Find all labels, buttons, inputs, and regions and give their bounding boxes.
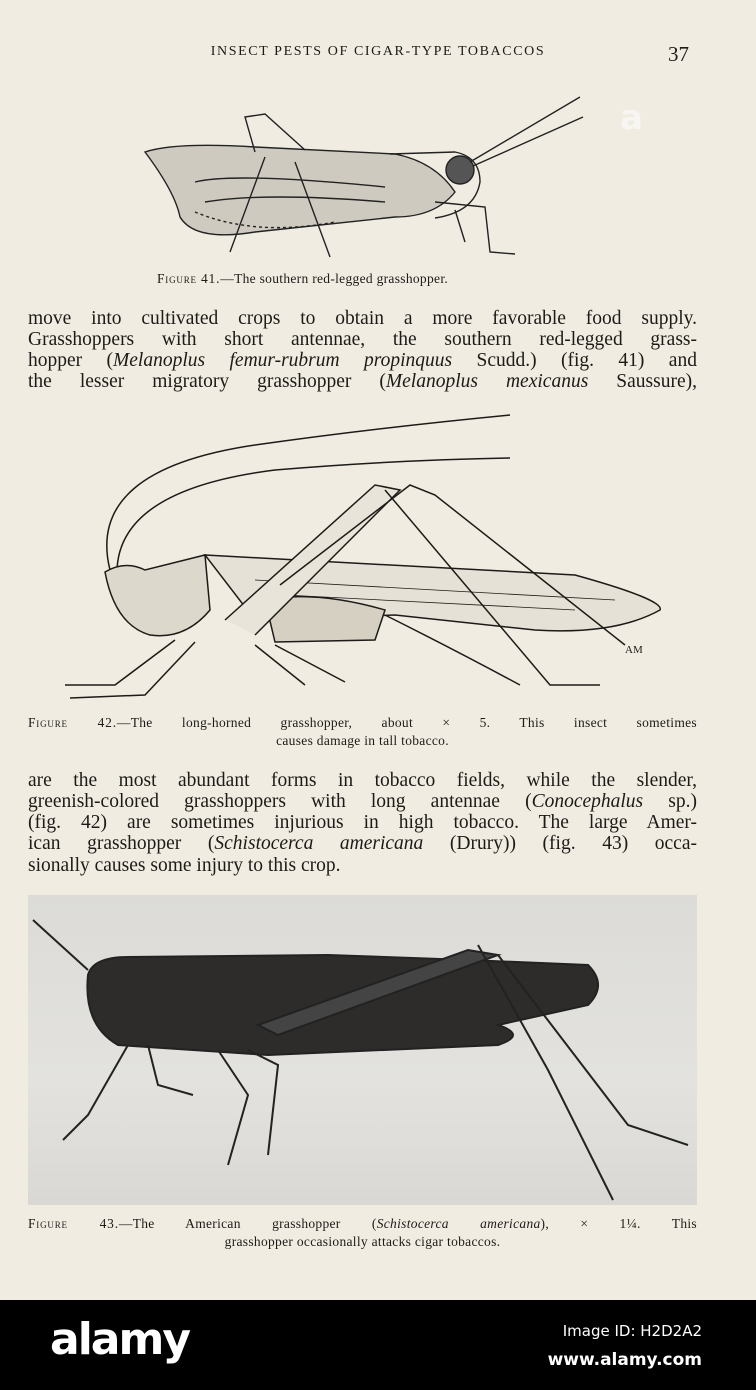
text-segment: Grasshoppers with short antennae, the southern red-legged grass-: [28, 329, 697, 350]
text-segment: —The southern red-legged grasshopper.: [220, 271, 449, 286]
figure-43-photograph: [28, 895, 697, 1205]
italic-text: Schistocerca americana: [376, 1216, 541, 1231]
text-segment: grasshopper occasionally attacks cigar tobaccos.: [224, 1234, 501, 1249]
text-segment: (fig. 42) are sometimes injurious in high tobacco. The large Amer-: [28, 812, 697, 833]
stock-footer-bar: [0, 1300, 756, 1390]
text-segment: —The long-horned grasshopper, about × 5. This insect sometimes: [116, 715, 697, 730]
italic-text: Melanoplus mexicanus: [385, 371, 589, 392]
text-segment: Scudd.) (fig. 41) and: [452, 350, 697, 371]
text-segment: Figure 43.: [28, 1216, 119, 1231]
body-line: [28, 833, 697, 854]
italic-text: Melanoplus femur-rubrum propinquus: [113, 350, 453, 371]
figure-41-grasshopper-drawing: [135, 92, 595, 262]
site-url: www.alamy.com: [547, 1350, 702, 1370]
italic-text: Conocephalus: [531, 791, 644, 812]
alamy-logo: alamy: [50, 1314, 189, 1365]
body-line: [28, 329, 697, 350]
text-segment: Saussure),: [588, 371, 697, 392]
body-line: [28, 770, 697, 791]
text-segment: Figure 42.: [28, 715, 117, 730]
text-segment: sionally causes some injury to this crop.: [28, 855, 341, 876]
text-segment: the lesser migratory grasshopper (: [28, 371, 386, 392]
text-segment: sp.): [643, 791, 697, 812]
body-line: [28, 350, 697, 371]
text-segment: greenish-colored grasshoppers with long antennae (: [28, 791, 532, 812]
figure-42-long-horned-grasshopper-drawing: [55, 410, 670, 705]
text-segment: hopper (: [28, 350, 114, 371]
figure-42-caption: [28, 714, 697, 750]
italic-text: Schistocerca americana: [214, 833, 424, 854]
artist-initials: AM: [625, 644, 643, 656]
text-segment: —The American grasshopper (: [118, 1216, 377, 1231]
body-line: [28, 791, 697, 812]
text-segment: (Drury)) (fig. 43) occa-: [423, 833, 697, 854]
page-number: 37: [668, 42, 689, 66]
text-segment: ican grasshopper (: [28, 833, 215, 854]
figure-43-caption: [28, 1215, 697, 1251]
text-segment: causes damage in tall tobacco.: [276, 733, 449, 748]
body-line: [28, 371, 697, 392]
watermark: a: [620, 98, 643, 138]
figure-41-caption: [157, 270, 448, 288]
text-segment: move into cultivated crops to obtain a more favorable food supply.: [28, 308, 697, 329]
text-segment: ), × 1¼. This: [540, 1216, 697, 1231]
body-line: [28, 308, 697, 329]
body-line: [28, 812, 697, 833]
text-segment: are the most abundant forms in tobacco fields, while the slender,: [28, 770, 697, 791]
running-title: INSECT PESTS OF CIGAR-TYPE TOBACCOS: [210, 44, 546, 59]
body-line: [28, 855, 697, 876]
text-segment: Figure 41.: [157, 271, 221, 286]
image-id: Image ID: H2D2A2: [562, 1322, 702, 1340]
